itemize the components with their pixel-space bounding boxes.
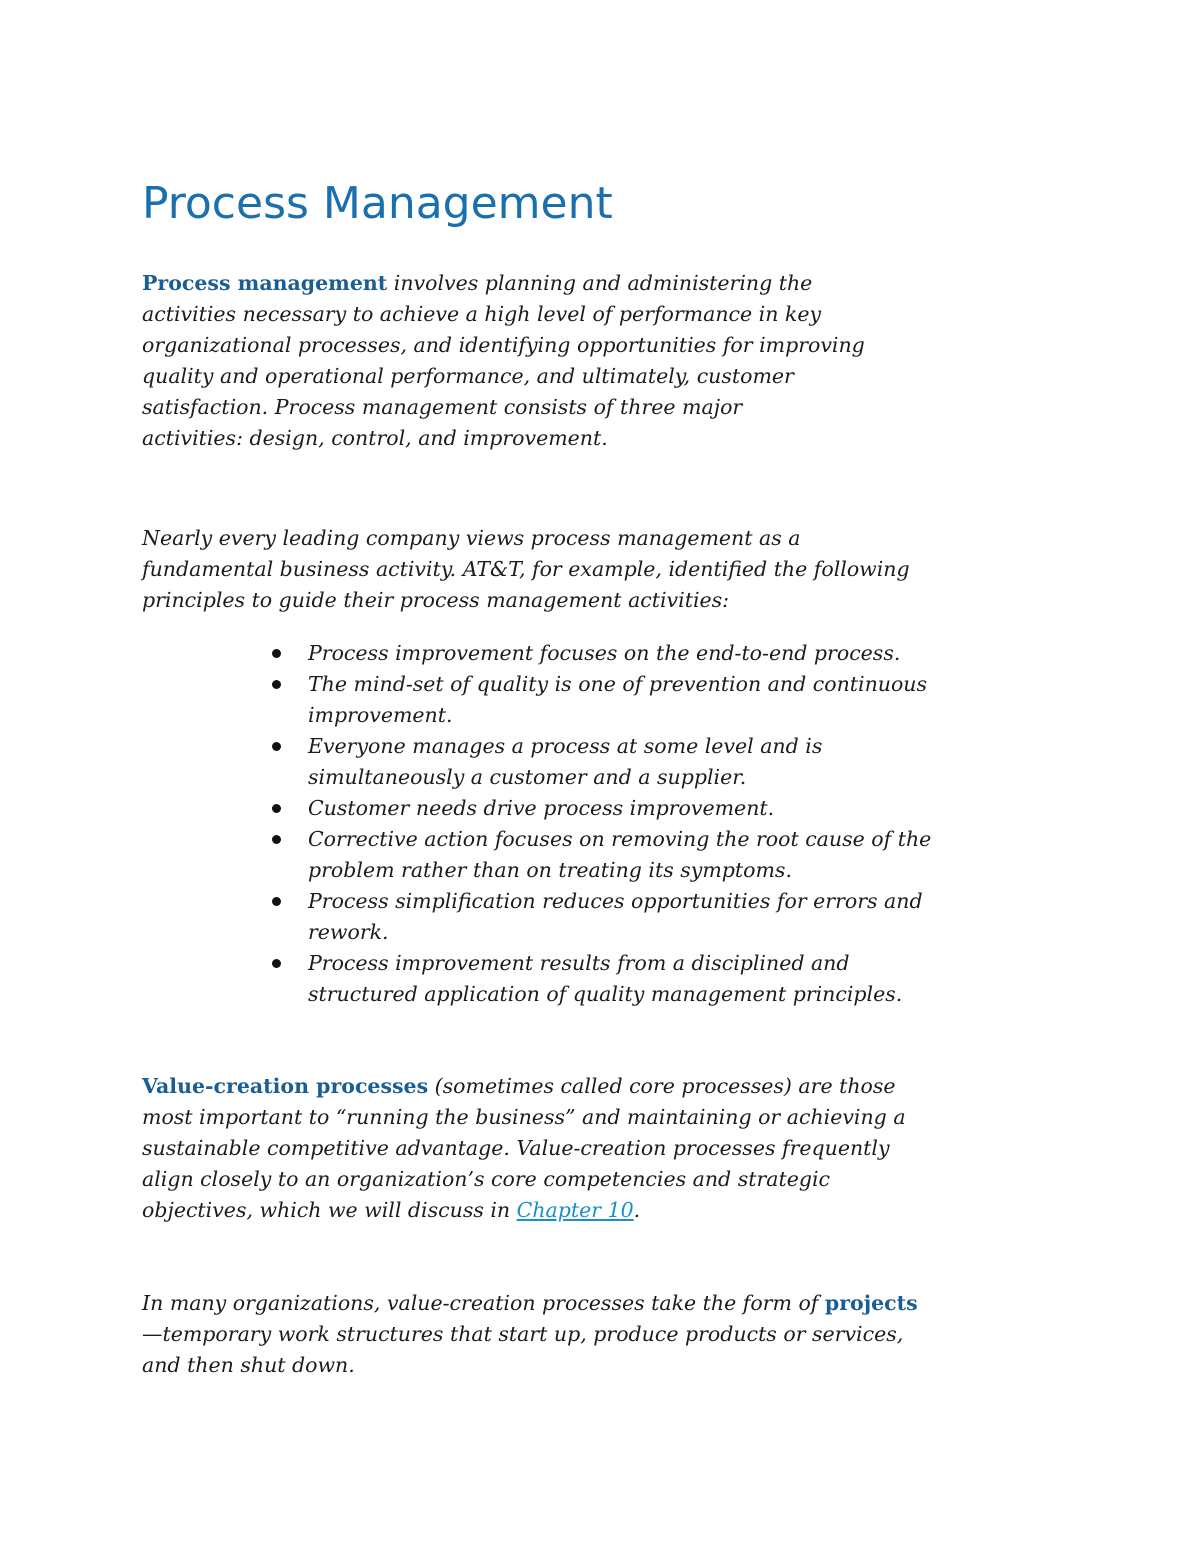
value-creation-period: . [633,1198,641,1222]
att-line: principles to guide their process management activities: [142,588,730,612]
list-item [270,948,931,1010]
term-process-management: Process management [142,271,388,295]
intro-line: quality and operational performance, and ultimately, customer [142,364,794,388]
list-item-text: Process improvement focuses on the end-to-end process. [308,641,901,665]
intro-paragraph [142,268,982,454]
chapter-10-link[interactable]: Chapter 10 [516,1198,634,1222]
value-creation-line: align closely to an organization’s core competencies and strategic [142,1167,831,1191]
list-item-text: Corrective action focuses on removing the root cause of the [308,827,932,851]
value-creation-line: (sometimes called core processes) are those [428,1074,896,1098]
principles-list [270,638,931,1010]
value-creation-line: most important to “running the business” and maintaining or achieving a [142,1105,906,1129]
list-item [270,824,931,886]
list-item-text: Process simplification reduces opportunities for errors and [308,889,923,913]
projects-line: and then shut down. [142,1353,355,1377]
list-item [270,731,931,793]
term-projects: projects [824,1291,918,1315]
list-item-text: The mind-set of quality is one of prevention and continuous [308,672,928,696]
list-item-text: Everyone manages a process at some level and is [308,734,823,758]
list-item-text: rework. [308,920,389,944]
att-line: fundamental business activity. AT&T, for example, identified the following [142,557,910,581]
intro-line: involves planning and administering the [387,271,813,295]
list-item [270,886,931,948]
bullet-icon [272,742,281,751]
intro-line: satisfaction. Process management consists of three major [142,395,743,419]
intro-line: activities necessary to achieve a high level of performance in key [142,302,822,326]
bullet-icon [272,649,281,658]
value-creation-line: objectives, which we will discuss in [142,1198,517,1222]
list-item-text: improvement. [308,703,453,727]
page-title: Process Management [142,178,613,229]
att-paragraph [142,523,982,616]
list-item-text: simultaneously a customer and a supplier. [308,765,747,789]
projects-paragraph [142,1288,982,1381]
value-creation-line: sustainable competitive advantage. Value-creation processes frequently [142,1136,890,1160]
projects-line: —temporary work structures that start up, produce products or services, [142,1322,904,1346]
list-item-text: Process improvement results from a disciplined and [308,951,850,975]
bullet-icon [272,959,281,968]
list-item [270,638,931,669]
att-line: Nearly every leading company views process management as a [142,526,801,550]
bullet-icon [272,680,281,689]
bullet-icon [272,835,281,844]
bullet-icon [272,897,281,906]
intro-line: activities: design, control, and improvement. [142,426,608,450]
value-creation-paragraph [142,1071,982,1226]
list-item-text: Customer needs drive process improvement. [308,796,775,820]
list-item-text: problem rather than on treating its symptoms. [308,858,792,882]
intro-line: organizational processes, and identifying opportunities for improving [142,333,865,357]
term-value-creation-processes: Value-creation processes [142,1074,429,1098]
list-item [270,793,931,824]
bullet-icon [272,804,281,813]
list-item-text: structured application of quality management principles. [308,982,903,1006]
projects-lead: In many organizations, value-creation processes take the form of [142,1291,825,1315]
list-item [270,669,931,731]
